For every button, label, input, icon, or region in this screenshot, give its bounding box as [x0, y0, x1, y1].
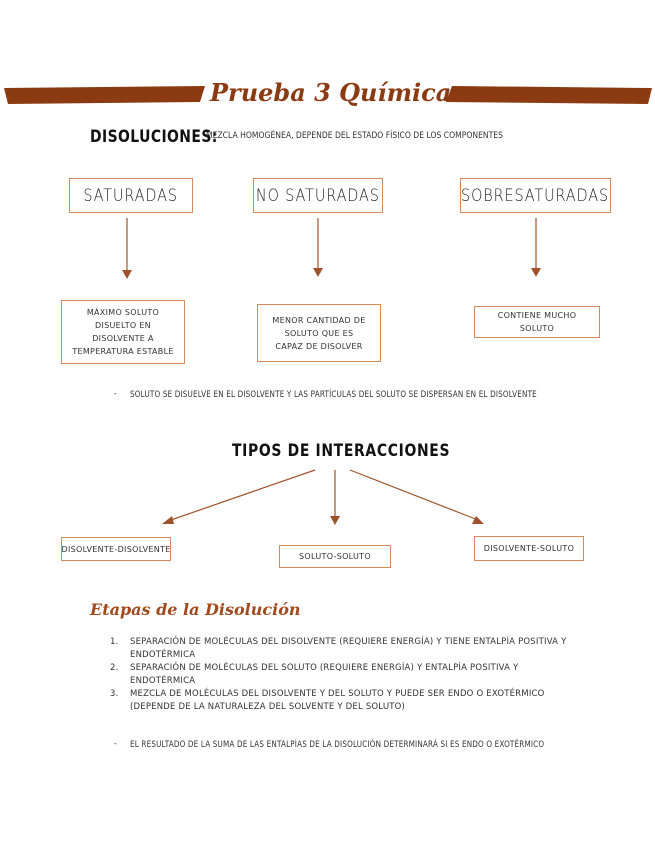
type-label: SOBRESATURADAS	[461, 185, 610, 206]
interacciones-title: TIPOS DE INTERACCIONES	[232, 441, 451, 461]
type-box-sobresaturadas	[460, 178, 611, 213]
interaction-label: DISOLVENTE-DISOLVENTE	[61, 544, 171, 554]
type-description: MENOR CANTIDAD DE SOLUTO QUE ES CAPAZ DE DISOLVER	[272, 315, 366, 351]
description-box-saturadas	[61, 300, 185, 364]
step-number: 1.	[110, 637, 119, 647]
step-text: MEZCLA DE MOLÉCULAS DEL DISOLVENTE Y DEL SOLUTO Y PUEDE SER ENDO O EXOTÉRMICO (DEPENDE DE LA NATURALEZA DEL SOLVENTE Y DEL SOLUTO)	[130, 689, 545, 712]
disoluciones-definition: MEZCLA HOMOGÉNEA, DEPENDE DEL ESTADO FÍSICO DE LOS COMPONENTES	[206, 131, 504, 141]
etapas-list	[110, 636, 580, 714]
page-title: Prueba 3 Química	[210, 78, 452, 107]
interaction-label: DISOLVENTE-SOLUTO	[483, 544, 575, 553]
type-box-saturadas	[69, 178, 193, 213]
list-item	[110, 636, 580, 662]
description-box-sobresaturadas	[474, 306, 600, 338]
bullet-dash: -	[114, 389, 117, 399]
type-description: CONTIENE MUCHO SOLUTO	[497, 311, 577, 333]
step-text: SEPARACIÓN DE MOLÉCULAS DEL DISOLVENTE (REQUIERE ENERGÍA) Y TIENE ENTALPÍA POSITIVA Y ENDOTÉRMICA	[130, 637, 567, 660]
list-item	[110, 662, 580, 688]
etapas-title: Etapas de la Disolución	[90, 600, 301, 619]
interaction-box-disolvente-disolvente	[61, 537, 171, 561]
step-text: SEPARACIÓN DE MOLÉCULAS DEL SOLUTO (REQUIERE ENERGÍA) Y ENTALPÍA POSITIVA Y ENDOTÉRMICA	[130, 663, 519, 686]
list-item	[110, 688, 580, 714]
step-number: 2.	[110, 663, 119, 673]
interaction-arrows	[160, 466, 490, 528]
type-label: SATURADAS	[83, 185, 179, 206]
interaction-box-disolvente-soluto	[474, 536, 584, 561]
solubility-note: SOLUTO SE DISUELVE EN EL DISOLVENTE Y LAS PARTÍCULAS DEL SOLUTO SE DISPERSAN EN EL DISOLVENTE	[130, 390, 537, 400]
bullet-dash: -	[114, 739, 117, 749]
step-number: 3.	[110, 689, 119, 699]
type-label: NO SATURADAS	[256, 185, 380, 206]
interaction-box-soluto-soluto	[279, 545, 391, 568]
arrow-down-icon	[311, 218, 325, 278]
type-box-no-saturadas	[253, 178, 383, 213]
interaction-label: SOLUTO-SOLUTO	[299, 552, 371, 561]
arrow-down-icon	[120, 218, 134, 280]
description-box-no-saturadas	[257, 304, 381, 362]
disoluciones-label: DISOLUCIONES:	[90, 127, 218, 147]
type-description: MÁXIMO SOLUTO DISUELTO EN DISOLVENTE A TEMPERATURA ESTABLE	[72, 308, 174, 356]
arrow-down-icon	[529, 218, 543, 278]
etapas-conclusion: EL RESULTADO DE LA SUMA DE LAS ENTALPÍAS DE LA DISOLUCIÓN DETERMINARÁ SI ES ENDO O EXOTÉRMICO	[130, 740, 545, 750]
